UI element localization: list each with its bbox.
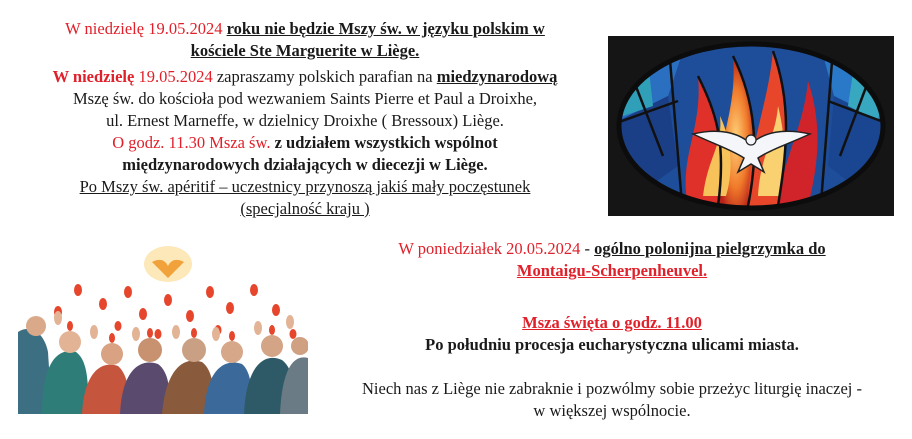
notice3-procession: Po południu procesja eucharystyczna ulicami miasta. [425, 335, 799, 354]
notice2-specialty: (specjalność kraju ) [240, 199, 370, 218]
notice1-headline: roku nie będzie Mszy św. w języku polskim w [226, 19, 545, 38]
notice1-line1 [20, 18, 590, 40]
notice3-mass-row [322, 312, 902, 334]
notice1-line2 [20, 40, 590, 62]
notice3-closing1: Niech nas z Liège nie zabraknie i pozwólmy sobie przeżyc liturgię inaczej - [362, 379, 862, 398]
notice2-line4 [20, 132, 590, 154]
notice2-line2: Mszę św. do kościoła pod wezwaniem Saints Pierre et Paul a Droixhe, [72, 89, 538, 108]
notice3-line1 [322, 238, 902, 260]
notice2-day: W niedzielę [52, 67, 135, 86]
notice3-procession-row [322, 334, 902, 356]
pentecost-apostles-icon [18, 242, 308, 414]
stained-glass-window-image [608, 36, 894, 216]
notice1-date: W niedzielę 19.05.2024 [65, 19, 223, 38]
pentecost-illustration-image [18, 242, 308, 414]
notice3-mass-time: Msza święta o godz. 11.00 [522, 313, 702, 332]
notice3-date: W poniedziałek 20.05.2024 [398, 239, 581, 258]
top-notice-block [20, 18, 590, 220]
notice2-date: 19.05.2024 [138, 67, 213, 86]
notice2-line6 [20, 176, 590, 198]
notice2-time: O godz. 11.30 Msza św. [112, 133, 271, 152]
notice2-line7 [20, 198, 590, 220]
notice3-pilgrimage: ogólno polonijna pielgrzymka do [594, 239, 826, 258]
notice2-diocese: międzynarodowych działających w diecezji w Liège. [122, 155, 488, 174]
stained-glass-dove-icon [608, 36, 894, 216]
notice2-line1 [20, 66, 590, 88]
notice3-closing2: w większej wspólnocie. [533, 401, 691, 420]
notice2-aperitif: Po Mszy św. apéritif – uczestnicy przynoszą jakiś mały poczęstunek [79, 177, 531, 196]
notice3-place: Montaigu-Scherpenheuvel. [516, 261, 708, 280]
notice2-line5 [20, 154, 590, 176]
notice2-invite: zapraszamy polskich parafian na [216, 67, 433, 86]
notice1-church: kościele Ste Marguerite w Liège. [190, 41, 420, 60]
notice3-dash: - [580, 239, 595, 258]
notice2-international: miedzynarodową [436, 67, 558, 86]
notice3-line2 [322, 260, 902, 282]
pilgrimage-notice-block [322, 238, 902, 422]
notice2-communities: z udziałem wszystkich wspólnot [274, 133, 498, 152]
notice2-line3: ul. Ernest Marneffe, w dzielnicy Droixhe ( Bressoux) Liège. [106, 111, 504, 130]
